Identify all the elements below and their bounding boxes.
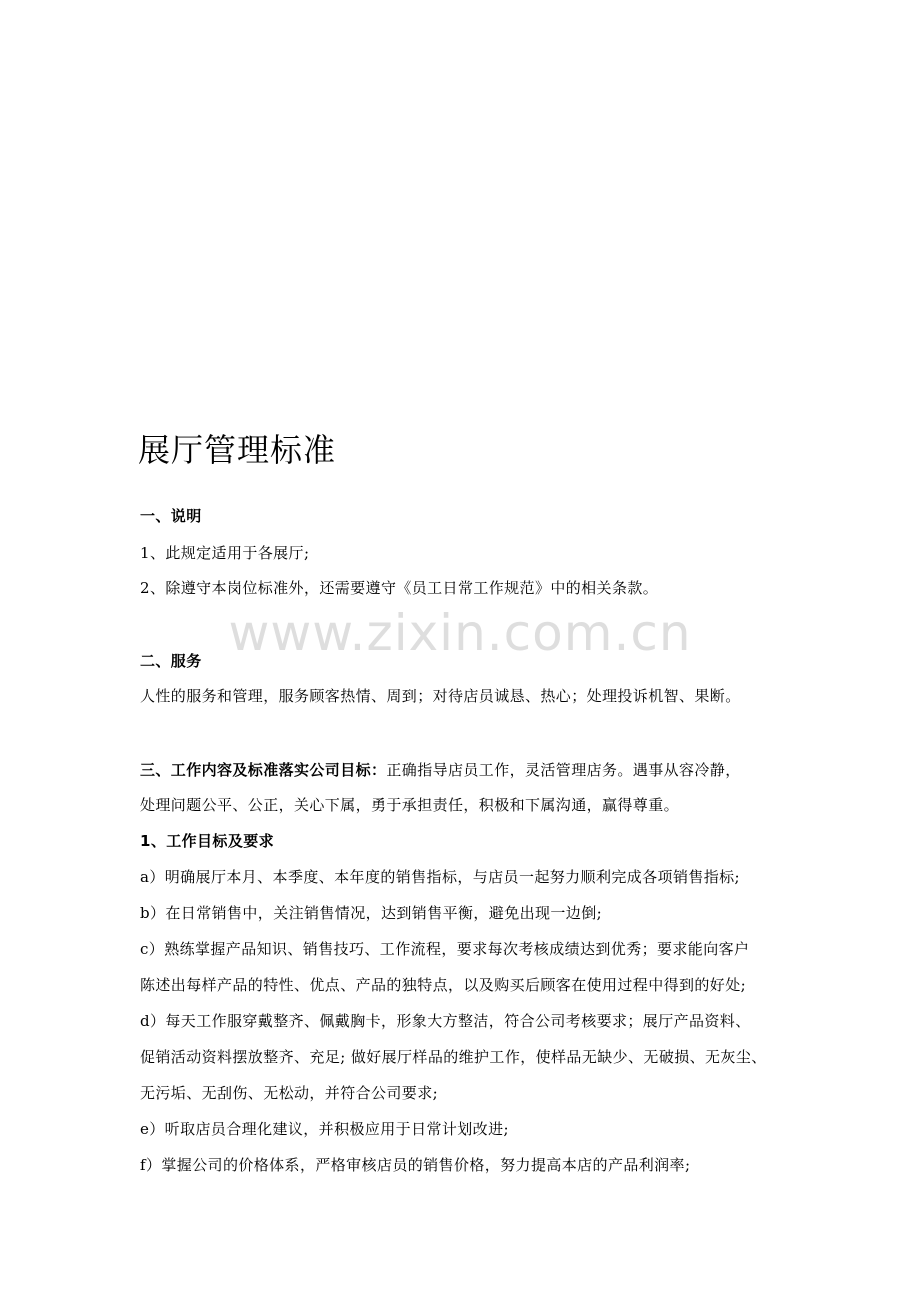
requirement-line: f）掌握公司的价格体系，严格审核店员的销售价格，努力提高本店的产品利润率;	[140, 1156, 691, 1174]
requirement-line: e）听取店员合理化建议，并积极应用于日常计划改进;	[140, 1120, 509, 1138]
requirement-line: 促销活动资料摆放整齐、充足; 做好展厅样品的维护工作，使样品无缺少、无破损、无灰尘、	[140, 1048, 767, 1066]
requirement-line: 无污垢、无刮伤、无松动，并符合公司要求;	[140, 1084, 439, 1102]
requirement-line: c）熟练掌握产品知识、销售技巧、工作流程，要求每次考核成绩达到优秀；要求能向客户	[140, 940, 750, 958]
section-3-subheading: 1、工作目标及要求	[140, 832, 275, 850]
section-3-intro-text: 正确指导店员工作，灵活管理店务。遇事从容冷静，	[386, 761, 741, 779]
section-1-item-1: 1、此规定适用于各展厅;	[140, 544, 310, 562]
requirement-line: 陈述出每样产品的特性、优点、产品的独特点，以及购买后顾客在使用过程中得到的好处;	[140, 976, 747, 994]
section-2-text: 人性的服务和管理，服务顾客热情、周到；对待店员诚恳、热心；处理投诉机智、果断。	[140, 687, 741, 705]
section-3-heading: 三、工作内容及标准落实公司目标：	[140, 761, 387, 779]
section-1-item-2: 2、除遵守本岗位标准外，还需要遵守《员工日常工作规范》中的相关条款。	[140, 579, 659, 597]
section-3-intro-line-2: 处理问题公平、公正，关心下属，勇于承担责任，积极和下属沟通，赢得尊重。	[140, 796, 680, 814]
section-1-heading: 一、说明	[140, 507, 202, 525]
page-title: 展厅管理标准	[138, 431, 337, 469]
requirement-line: b）在日常销售中，关注销售情况，达到销售平衡，避免出现一边倒;	[140, 904, 603, 922]
section-3-intro	[140, 760, 741, 780]
section-2-heading: 二、服务	[140, 652, 202, 670]
requirement-line: d）每天工作服穿戴整齐、佩戴胸卡，形象大方整洁，符合公司考核要求；展厅产品资料、	[140, 1012, 751, 1030]
watermark-text: www.zixin.com.cn	[228, 604, 692, 662]
requirement-line: a）明确展厅本月、本季度、本年度的销售指标，与店员一起努力顺利完成各项销售指标;	[140, 868, 741, 886]
